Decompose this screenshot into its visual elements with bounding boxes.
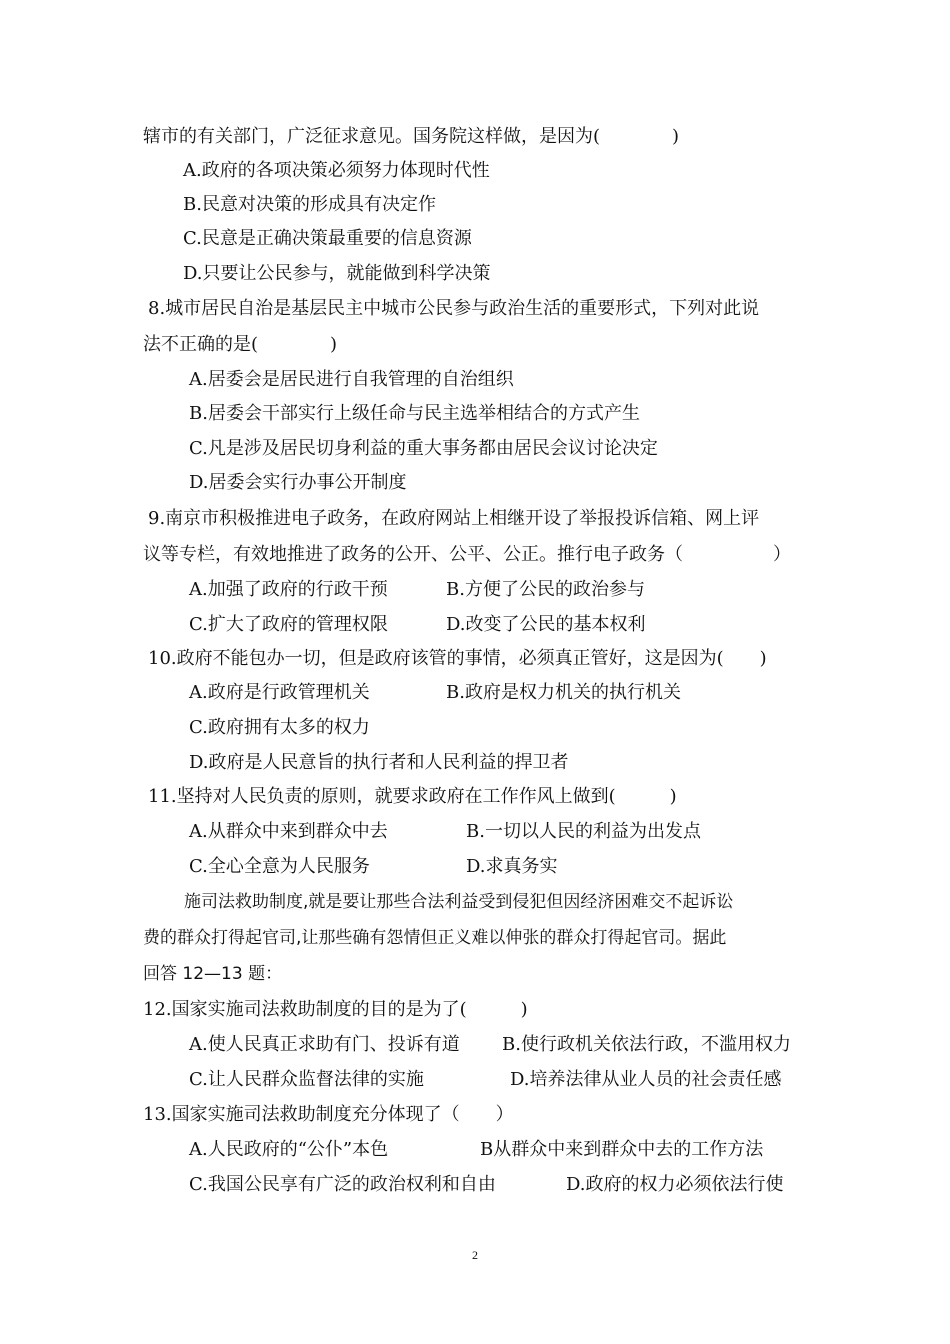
- option-d: D.政府是人民意旨的执行者和人民利益的捍卫者: [189, 752, 569, 773]
- option-c: C.全心全意为人民服务: [189, 856, 370, 877]
- passage-line: 费的群众打得起官司,让那些确有怨情但正义难以伸张的群众打得起官司。据此: [143, 928, 727, 948]
- question-9: 9.南京市积极推进电子政务，在政府网站上相继开设了举报投诉信箱、网上评: [148, 508, 760, 529]
- option-a: A.使人民真正求助有门、投诉有道: [189, 1034, 460, 1055]
- option-a: A.政府是行政管理机关: [189, 682, 370, 703]
- option-a: A.政府的各项决策必须努力体现时代性: [183, 160, 490, 181]
- option-b: B.使行政机关依法行政，不滥用权力: [502, 1034, 791, 1055]
- option-a: A.居委会是居民进行自我管理的自治组织: [189, 369, 514, 390]
- option-a: A.从群众中来到群众中去: [189, 821, 388, 842]
- option-a: A.人民政府的“公仆”本色: [189, 1139, 389, 1160]
- question-10: 10.政府不能包办一切，但是政府该管的事情，必须真正管好，这是因为( ): [148, 648, 767, 669]
- option-b: B.一切以人民的利益为出发点: [466, 821, 701, 842]
- option-d: D.培养法律从业人员的社会责任感: [510, 1069, 782, 1090]
- option-d: D.政府的权力必须依法行使: [566, 1174, 784, 1195]
- option-d: D.只要让公民参与，就能做到科学决策: [183, 263, 491, 284]
- option-d: D.求真务实: [466, 856, 558, 877]
- option-c: C.政府拥有太多的权力: [189, 717, 370, 738]
- text-line: 辖市的有关部门，广泛征求意见。国务院这样做，是因为( ): [143, 126, 680, 147]
- option-b: B.民意对决策的形成具有决定作: [183, 194, 436, 215]
- option-a: A.加强了政府的行政干预: [189, 579, 388, 600]
- question-8: 8.城市居民自治是基层民主中城市公民参与政治生活的重要形式，下列对此说: [148, 298, 760, 319]
- text-line: 法不正确的是( ): [143, 334, 338, 355]
- option-b: B.方便了公民的政治参与: [446, 579, 645, 600]
- text-line: 议等专栏，有效地推进了政务的公开、公平、公正。推行电子政务（ ）: [143, 544, 791, 565]
- question-13: 13.国家实施司法救助制度充分体现了（ ）: [143, 1104, 514, 1125]
- option-c: C.凡是涉及居民切身利益的重大事务都由居民会议讨论决定: [189, 438, 658, 459]
- option-b: B.居委会干部实行上级任命与民主选举相结合的方式产生: [189, 403, 640, 424]
- option-c: C.我国公民享有广泛的政治权利和自由: [189, 1174, 496, 1195]
- page-number: 2: [472, 1248, 478, 1262]
- question-12: 12.国家实施司法救助制度的目的是为了( ): [143, 999, 528, 1020]
- option-c: C.让人民群众监督法律的实施: [189, 1069, 424, 1090]
- passage-line: 施司法救助制度,就是要让那些合法利益受到侵犯但因经济困难交不起诉讼: [184, 892, 734, 912]
- question-11: 11.坚持对人民负责的原则，就要求政府在工作作风上做到( ): [148, 786, 677, 807]
- option-b: B从群众中来到群众中去的工作方法: [480, 1139, 764, 1160]
- option-c: C.扩大了政府的管理权限: [189, 614, 388, 635]
- option-b: B.政府是权力机关的执行机关: [446, 682, 681, 703]
- passage-line: 回答 12—13 题：: [143, 964, 283, 984]
- option-c: C.民意是正确决策最重要的信息资源: [183, 228, 472, 249]
- option-d: D.改变了公民的基本权利: [446, 614, 646, 635]
- option-d: D.居委会实行办事公开制度: [189, 472, 407, 493]
